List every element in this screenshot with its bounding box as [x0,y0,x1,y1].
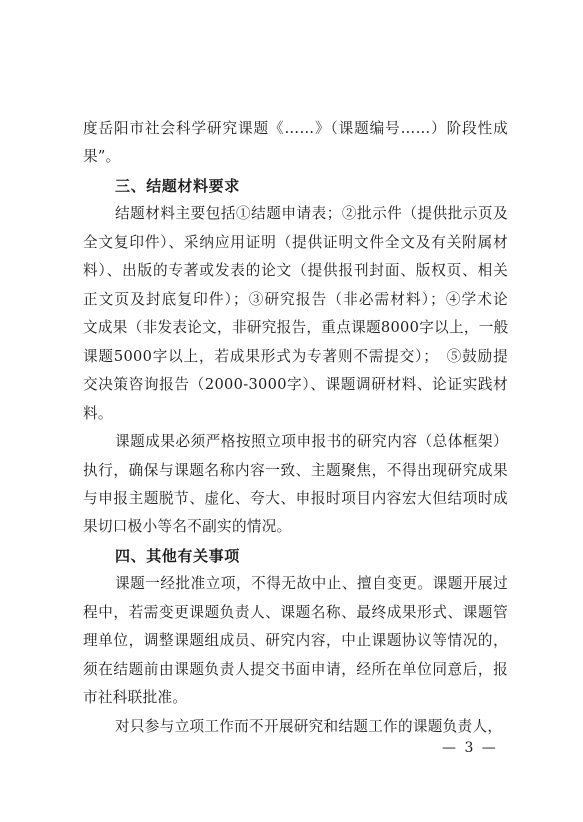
body-text-line: 须在结题前由课题负责人提交书面申请，经所在单位同意后，报 [83,661,508,678]
section-heading-4: 四、其他有关事项 [115,547,240,565]
body-text-line: 程中，若需变更课题负责人、课题名称、最终成果形式、课题管 [83,604,508,621]
body-text-line: 与申报主题脱节、虚化、夸大、申报时项目内容宏大但结项时成 [83,490,508,507]
body-text-line: 课题成果必须严格按照立项申报书的研究内容（总体框架） [115,433,508,450]
body-text-line: 正文页及封底复印件）；③研究报告（非必需材料）；④学术论 [83,291,508,308]
body-text-line: 课题5000字以上，若成果形式为专著则不需提交）； ⑤鼓励提 [83,348,508,365]
body-text-line: 结题材料主要包括①结题申请表；②批示件（提供批示页及 [115,205,508,222]
page-number: — 3 — [442,740,498,756]
body-text-line: 果切口极小等名不副实的情况。 [83,518,292,535]
body-text-line: 课题一经批准立项，不得无故中止、擅自变更。课题开展过 [115,575,508,592]
body-text-line: 文成果（非发表论文，非研究报告，重点课题8000字以上，一般 [83,319,509,336]
body-text-line: 全文复印件）、采纳应用证明（提供证明文件全文及有关附属材 [83,234,508,251]
body-text-line: 对只参与立项工作而不开展研究和结题工作的课题负责人， [115,718,503,735]
body-text-line: 交决策咨询报告（2000-3000字）、课题调研材料、论证实践材 [83,376,508,393]
body-text-line: 执行，确保与课题名称内容一致、主题聚焦，不得出现研究成果 [83,462,508,479]
body-text-line: 市社科联批准。 [83,689,188,706]
section-heading-3: 三、结题材料要求 [115,177,240,195]
body-text-line: 料。 [83,405,113,422]
body-text-line: 理单位，调整课题组成员、研究内容，中止课题协议等情况的， [83,632,508,649]
body-text-line: 果”。 [83,148,121,165]
body-text-line: 料）、出版的专著或发表的论文（提供报刊封面、版权页、相关 [83,262,508,279]
body-text-line: 度岳阳市社会科学研究课题《……》（课题编号……）阶段性成 [83,120,508,137]
